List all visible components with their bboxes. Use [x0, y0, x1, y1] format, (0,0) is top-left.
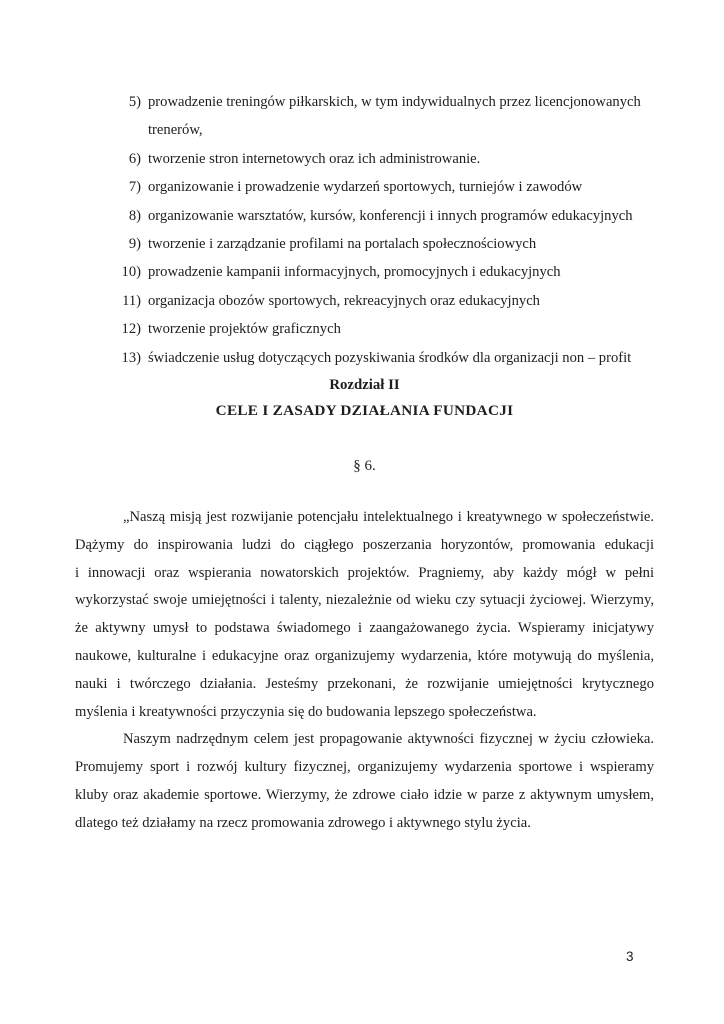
list-item-text: organizowanie warsztatów, kursów, konferencji i innych programów edukacyjnych: [148, 207, 633, 224]
list-item-text: tworzenie i zarządzanie profilami na portalach społecznościowych: [148, 236, 537, 253]
page-number: 3: [626, 949, 634, 964]
list-item-text: świadczenie usług dotyczących pozyskiwania środków dla organizacji non – profit: [148, 349, 632, 366]
list-item: [119, 315, 654, 343]
list-item-number: 5): [128, 94, 141, 110]
list-item-text: tworzenie projektów graficznych: [148, 321, 341, 338]
list-item-number: 11): [122, 292, 141, 309]
list-item-text: organizacja obozów sportowych, rekreacyjnych oraz edukacyjnych: [148, 292, 540, 309]
list-item-number: 7): [128, 179, 141, 196]
list-item-number: 8): [128, 207, 141, 224]
list-item-text: prowadzenie kampanii informacyjnych, promocyjnych i edukacyjnych: [148, 264, 561, 281]
list-item: [119, 230, 654, 258]
list-item-number: 10): [121, 264, 141, 281]
list-item: [119, 145, 654, 173]
list-item-number: 9): [128, 236, 141, 253]
chapter-subtitle: CELE I ZASADY DZIAŁANIA FUNDACJI: [215, 402, 514, 420]
list-item: [119, 287, 654, 315]
list-item-text: prowadzenie treningów piłkarskich, w tym indywidualnych przez licencjonowanych trenerów,: [148, 94, 641, 139]
list-item: [119, 202, 654, 230]
list-item-number: 12): [121, 321, 141, 338]
chapter-title: Rozdział II: [329, 377, 400, 394]
list-item-text: organizowanie i prowadzenie wydarzeń sportowych, turniejów i zawodów: [148, 179, 583, 196]
list-item: [119, 344, 654, 372]
body-paragraph-mission: „Naszą misją jest rozwijanie potencjału intelektualnego i kreatywnego w społeczeństwie. Dążymy do inspirowania ludzi do ciągłego poszerzania horyzontów, promowania edukacji i innowacji oraz wspierania nowatorskich projektów. Pragniemy, aby każdy mógł w pełni wykorzystać swoje umiejętności i talenty, niezależnie od wieku czy sytuacji życiowej. Wierzymy, że aktywny umysł to podstawa świadomego i zaangażowanego życia. Wspieramy inicjatywy naukowe, kulturalne i edukacyjne oraz organizujemy wydarzenia, które motywują do myślenia, nauki i twórczego działania. Jesteśmy przekonani, że rozwijanie umiejętności krytycznego myślenia i kreatywności przyczynia się do budowania lepszego społeczeństwa.: [75, 509, 654, 720]
list-item: [119, 88, 654, 145]
numbered-list: [119, 88, 654, 372]
list-item: [119, 173, 654, 201]
chapter-heading: [75, 372, 654, 424]
section-mark: § 6.: [353, 458, 376, 475]
list-item-number: 13): [121, 349, 141, 366]
list-item-text: tworzenie stron internetowych oraz ich administrowanie.: [148, 150, 481, 167]
list-item-number: 6): [128, 150, 141, 167]
list-item: [119, 258, 654, 286]
body-paragraph-sport: Naszym nadrzędnym celem jest propagowanie aktywności fizycznej w życiu człowieka. Promujemy sport i rozwój kultury fizycznej, organizujemy wydarzenia sportowe i wspieramy kluby oraz akademie sportowe. Wierzymy, że zdrowe ciało idzie w parze z aktywnym umysłem, dlatego też działamy na rzecz promowania zdrowego i aktywnego stylu życia.: [75, 731, 654, 831]
